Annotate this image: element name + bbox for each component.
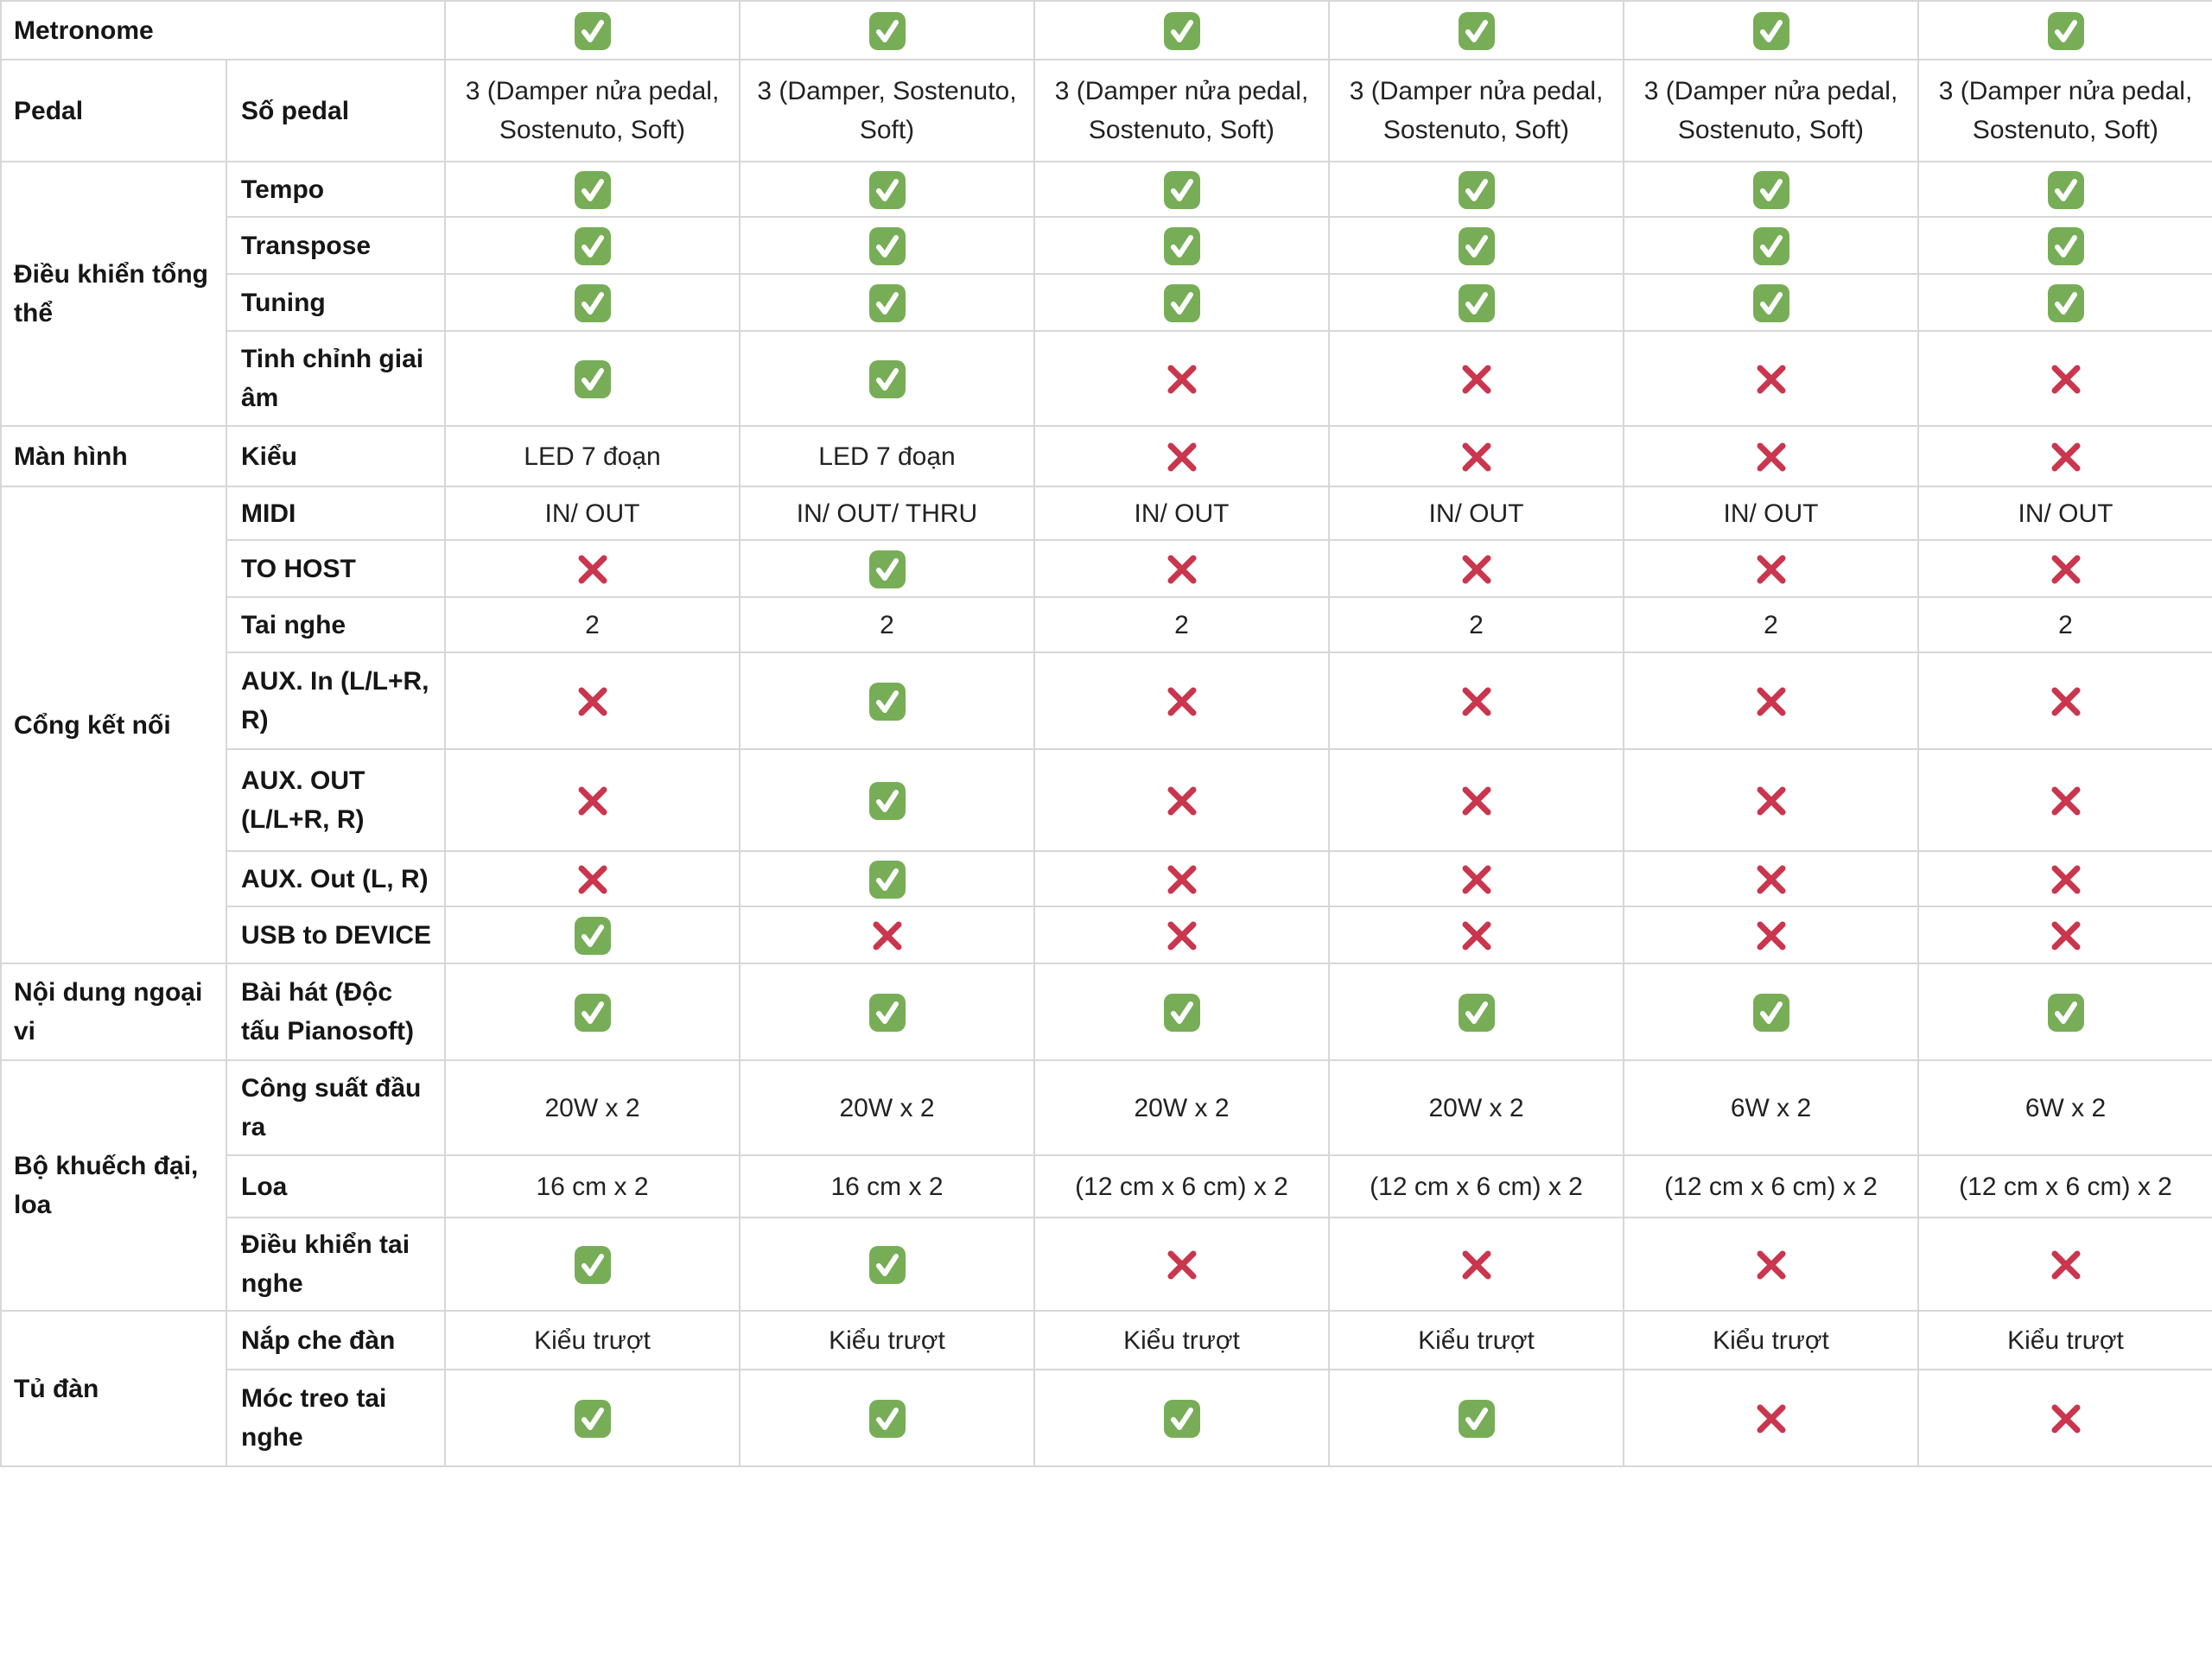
spec-cell: 3 (Damper nửa pedal, Sostenuto, Soft) [1624, 60, 1918, 162]
spec-cell [445, 1370, 740, 1466]
cross-icon [1753, 781, 1789, 821]
row-label: AUX. Out (L, R) [226, 851, 445, 906]
spec-cell: Kiểu trượt [1624, 1311, 1918, 1370]
spec-cell [1329, 162, 1624, 217]
cross-icon [1459, 860, 1495, 899]
check-icon [574, 226, 612, 266]
cross-icon [1459, 916, 1495, 956]
spec-cell [1329, 1, 1624, 60]
cross-icon [2048, 550, 2084, 589]
spec-cell [1034, 1, 1329, 60]
check-icon [1752, 283, 1790, 323]
row-label: Công suất đầu ra [226, 1060, 445, 1155]
check-icon [1752, 226, 1790, 266]
group-label: Cổng kết nối [1, 486, 226, 963]
spec-cell [740, 652, 1034, 749]
spec-cell [740, 162, 1034, 217]
cross-icon [1164, 682, 1200, 721]
row-label: TO HOST [226, 540, 445, 597]
check-icon [2047, 170, 2085, 210]
check-icon [868, 781, 906, 821]
cross-icon [1753, 1399, 1789, 1439]
spec-cell [740, 851, 1034, 906]
spec-cell: (12 cm x 6 cm) x 2 [1034, 1155, 1329, 1217]
check-icon [1163, 170, 1201, 210]
cross-icon [1164, 1245, 1200, 1285]
check-icon [574, 11, 612, 51]
spec-cell [1329, 217, 1624, 274]
spec-cell [1624, 162, 1918, 217]
cross-icon [2048, 437, 2084, 477]
row-label: Loa [226, 1155, 445, 1217]
cross-icon [2048, 1245, 2084, 1285]
spec-cell [445, 162, 740, 217]
check-icon [1163, 283, 1201, 323]
cross-icon [1164, 437, 1200, 477]
table-row [1, 274, 2212, 331]
spec-cell: 3 (Damper nửa pedal, Sostenuto, Soft) [1918, 60, 2212, 162]
spec-cell [1329, 963, 1624, 1060]
spec-cell: IN/ OUT [1918, 486, 2212, 540]
spec-cell: IN/ OUT [1329, 486, 1624, 540]
cross-icon [575, 781, 611, 821]
check-icon [1458, 11, 1496, 51]
table-row [1, 331, 2212, 426]
spec-cell [1329, 652, 1624, 749]
table-row [1, 162, 2212, 217]
spec-cell: 3 (Damper nửa pedal, Sostenuto, Soft) [445, 60, 740, 162]
spec-cell [740, 217, 1034, 274]
group-label: Bộ khuếch đại, loa [1, 1060, 226, 1311]
cross-icon [1753, 437, 1789, 477]
check-icon [1163, 226, 1201, 266]
spec-cell [1329, 749, 1624, 851]
spec-cell: 16 cm x 2 [740, 1155, 1034, 1217]
spec-cell: LED 7 đoạn [740, 426, 1034, 486]
group-label: Màn hình [1, 426, 226, 486]
group-label: Nội dung ngoại vi [1, 963, 226, 1060]
check-icon [1752, 11, 1790, 51]
check-icon [1163, 1399, 1201, 1439]
row-label: Transpose [226, 217, 445, 274]
cross-icon [2048, 916, 2084, 956]
group-label: Pedal [1, 60, 226, 162]
spec-cell [1034, 906, 1329, 963]
spec-cell: 16 cm x 2 [445, 1155, 740, 1217]
check-icon [1163, 993, 1201, 1033]
spec-cell [1034, 331, 1329, 426]
check-icon [868, 11, 906, 51]
cross-icon [2048, 781, 2084, 821]
check-icon [1458, 993, 1496, 1033]
spec-cell [1624, 1370, 1918, 1466]
spec-cell: 2 [1034, 597, 1329, 652]
check-icon [868, 550, 906, 589]
spec-cell [445, 217, 740, 274]
table-row [1, 851, 2212, 906]
spec-cell [445, 652, 740, 749]
spec-cell [1624, 331, 1918, 426]
spec-cell: 2 [1624, 597, 1918, 652]
spec-cell [1034, 851, 1329, 906]
row-label: Điều khiển tai nghe [226, 1217, 445, 1311]
spec-cell [1329, 1217, 1624, 1311]
cross-icon [2048, 1399, 2084, 1439]
spec-cell [1624, 652, 1918, 749]
table-row [1, 1, 2212, 60]
spec-cell: 3 (Damper nửa pedal, Sostenuto, Soft) [1329, 60, 1624, 162]
spec-cell [1918, 1217, 2212, 1311]
cross-icon [2048, 682, 2084, 721]
spec-cell [740, 963, 1034, 1060]
spec-cell [1918, 1370, 2212, 1466]
spec-cell: (12 cm x 6 cm) x 2 [1624, 1155, 1918, 1217]
spec-cell [1624, 1217, 1918, 1311]
spec-cell: Kiểu trượt [740, 1311, 1034, 1370]
check-icon [868, 682, 906, 721]
spec-cell [1034, 1370, 1329, 1466]
check-icon [1752, 993, 1790, 1033]
spec-cell [740, 1217, 1034, 1311]
cross-icon [1164, 550, 1200, 589]
spec-cell [740, 906, 1034, 963]
cross-icon [1459, 682, 1495, 721]
cross-icon [575, 682, 611, 721]
check-icon [1163, 11, 1201, 51]
spec-cell [1329, 331, 1624, 426]
spec-cell [740, 1370, 1034, 1466]
spec-cell [740, 1, 1034, 60]
spec-cell [445, 749, 740, 851]
check-icon [1458, 283, 1496, 323]
cross-icon [1459, 550, 1495, 589]
spec-cell [1624, 274, 1918, 331]
check-icon [574, 283, 612, 323]
spec-cell [1918, 749, 2212, 851]
table-row [1, 906, 2212, 963]
spec-cell: Kiểu trượt [1918, 1311, 2212, 1370]
spec-cell [1329, 1370, 1624, 1466]
cross-icon [2048, 359, 2084, 399]
spec-cell [1624, 217, 1918, 274]
spec-cell [740, 331, 1034, 426]
spec-cell: (12 cm x 6 cm) x 2 [1918, 1155, 2212, 1217]
cross-icon [1753, 860, 1789, 899]
spec-cell: Kiểu trượt [1329, 1311, 1624, 1370]
cross-icon [1164, 781, 1200, 821]
spec-cell [445, 851, 740, 906]
table-row [1, 486, 2212, 540]
spec-cell [1918, 540, 2212, 597]
table-row [1, 1155, 2212, 1217]
table-row [1, 597, 2212, 652]
row-label: AUX. OUT (L/L+R, R) [226, 749, 445, 851]
cross-icon [575, 860, 611, 899]
spec-cell: 20W x 2 [1034, 1060, 1329, 1155]
cross-icon [2048, 860, 2084, 899]
spec-cell [1329, 274, 1624, 331]
row-label: AUX. In (L/L+R, R) [226, 652, 445, 749]
spec-cell [1918, 217, 2212, 274]
spec-cell [445, 331, 740, 426]
cross-icon [1459, 781, 1495, 821]
spec-cell: 6W x 2 [1918, 1060, 2212, 1155]
cross-icon [1164, 860, 1200, 899]
cross-icon [575, 550, 611, 589]
spec-cell: (12 cm x 6 cm) x 2 [1329, 1155, 1624, 1217]
spec-cell: LED 7 đoạn [445, 426, 740, 486]
spec-cell [740, 749, 1034, 851]
spec-cell [1624, 963, 1918, 1060]
spec-cell [1329, 851, 1624, 906]
spec-cell [1918, 162, 2212, 217]
check-icon [574, 993, 612, 1033]
table-row [1, 749, 2212, 851]
spec-cell [1329, 540, 1624, 597]
spec-cell: 20W x 2 [740, 1060, 1034, 1155]
spec-cell [1918, 652, 2212, 749]
check-icon [574, 1399, 612, 1439]
spec-cell [1034, 217, 1329, 274]
table-row [1, 540, 2212, 597]
table-row [1, 1370, 2212, 1466]
row-label: MIDI [226, 486, 445, 540]
spec-cell: IN/ OUT [1624, 486, 1918, 540]
spec-cell [445, 274, 740, 331]
check-icon [574, 170, 612, 210]
spec-cell: IN/ OUT [1034, 486, 1329, 540]
check-icon [574, 1245, 612, 1285]
row-label: USB to DEVICE [226, 906, 445, 963]
cross-icon [1753, 550, 1789, 589]
spec-cell [1624, 540, 1918, 597]
check-icon [868, 226, 906, 266]
spec-cell [1918, 426, 2212, 486]
cross-icon [1164, 916, 1200, 956]
row-label: Số pedal [226, 60, 445, 162]
table-row [1, 963, 2212, 1060]
row-label: Tuning [226, 274, 445, 331]
spec-cell [1624, 906, 1918, 963]
spec-cell [1034, 274, 1329, 331]
check-icon [1458, 1399, 1496, 1439]
spec-cell: IN/ OUT [445, 486, 740, 540]
row-label: Bài hát (Độc tấu Pianosoft) [226, 963, 445, 1060]
spec-cell [445, 1, 740, 60]
spec-cell [1624, 749, 1918, 851]
spec-cell: Kiểu trượt [445, 1311, 740, 1370]
spec-cell [1329, 906, 1624, 963]
check-icon [574, 916, 612, 956]
check-icon [2047, 993, 2085, 1033]
cross-icon [1753, 682, 1789, 721]
spec-cell [740, 540, 1034, 597]
check-icon [2047, 226, 2085, 266]
spec-cell: 6W x 2 [1624, 1060, 1918, 1155]
spec-cell [1624, 426, 1918, 486]
row-label: Móc treo tai nghe [226, 1370, 445, 1466]
spec-cell [1918, 1, 2212, 60]
spec-cell [445, 1217, 740, 1311]
check-icon [868, 1399, 906, 1439]
group-label: Tủ đàn [1, 1311, 226, 1466]
group-label: Metronome [1, 1, 445, 60]
spec-cell [1918, 906, 2212, 963]
cross-icon [1753, 359, 1789, 399]
row-label: Tinh chỉnh giai âm [226, 331, 445, 426]
row-label: Kiểu [226, 426, 445, 486]
group-label: Điều khiển tổng thể [1, 162, 226, 426]
table-row [1, 1060, 2212, 1155]
spec-cell [1329, 426, 1624, 486]
spec-cell [445, 963, 740, 1060]
check-icon [1752, 170, 1790, 210]
cross-icon [1459, 437, 1495, 477]
spec-cell: 3 (Damper nửa pedal, Sostenuto, Soft) [1034, 60, 1329, 162]
spec-cell [1624, 1, 1918, 60]
spec-cell [1034, 1217, 1329, 1311]
spec-cell [445, 540, 740, 597]
table-row [1, 1217, 2212, 1311]
cross-icon [1459, 1245, 1495, 1285]
check-icon [868, 1245, 906, 1285]
spec-cell [740, 274, 1034, 331]
spec-cell: IN/ OUT/ THRU [740, 486, 1034, 540]
check-icon [868, 170, 906, 210]
cross-icon [869, 916, 906, 956]
spec-cell [445, 906, 740, 963]
table-row [1, 426, 2212, 486]
table-row [1, 217, 2212, 274]
check-icon [2047, 11, 2085, 51]
table-row [1, 1311, 2212, 1370]
row-label: Tai nghe [226, 597, 445, 652]
cross-icon [1164, 359, 1200, 399]
check-icon [868, 860, 906, 899]
spec-cell [1034, 540, 1329, 597]
spec-cell: 2 [740, 597, 1034, 652]
spec-cell [1918, 963, 2212, 1060]
spec-cell [1918, 331, 2212, 426]
row-label: Tempo [226, 162, 445, 217]
check-icon [1458, 170, 1496, 210]
spec-cell [1034, 162, 1329, 217]
cross-icon [1459, 359, 1495, 399]
spec-cell [1034, 426, 1329, 486]
table-row [1, 60, 2212, 162]
check-icon [868, 993, 906, 1033]
check-icon [2047, 283, 2085, 323]
spec-cell: 20W x 2 [1329, 1060, 1624, 1155]
spec-cell [1624, 851, 1918, 906]
cross-icon [1753, 1245, 1789, 1285]
check-icon [868, 283, 906, 323]
check-icon [1458, 226, 1496, 266]
spec-cell: 3 (Damper, Sostenuto, Soft) [740, 60, 1034, 162]
spec-cell [1918, 274, 2212, 331]
spec-cell [1034, 963, 1329, 1060]
spec-cell [1034, 652, 1329, 749]
cross-icon [1753, 916, 1789, 956]
spec-cell: 2 [1918, 597, 2212, 652]
spec-cell: Kiểu trượt [1034, 1311, 1329, 1370]
check-icon [868, 359, 906, 399]
spec-cell: 2 [1329, 597, 1624, 652]
spec-cell [1918, 851, 2212, 906]
spec-cell [1034, 749, 1329, 851]
check-icon [574, 359, 612, 399]
spec-cell: 2 [445, 597, 740, 652]
row-label: Nắp che đàn [226, 1311, 445, 1370]
spec-cell: 20W x 2 [445, 1060, 740, 1155]
table-row [1, 652, 2212, 749]
